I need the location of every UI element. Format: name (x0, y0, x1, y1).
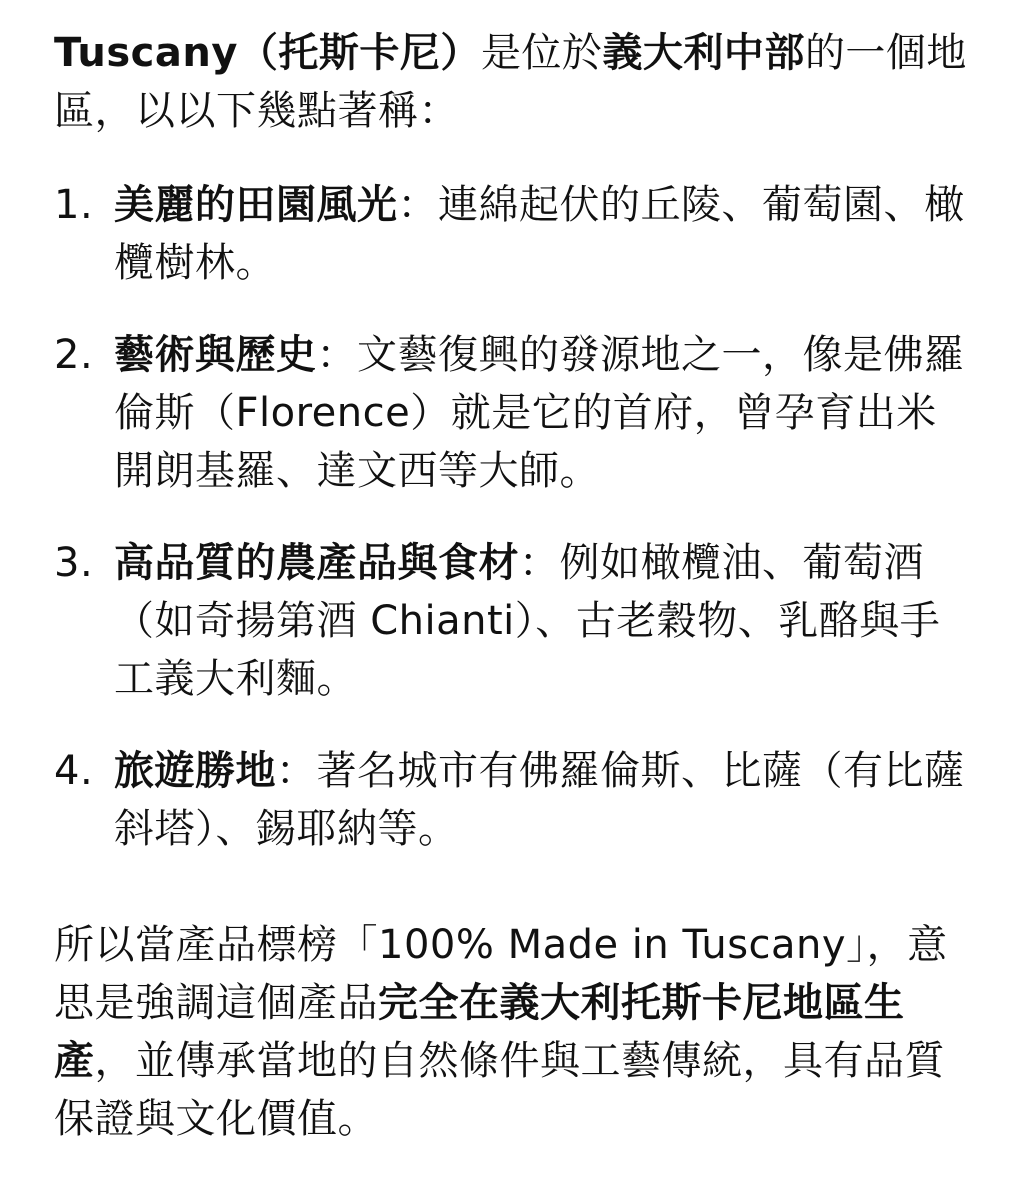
list-item-heading: 旅遊勝地 (114, 748, 276, 794)
intro-text-2: 的一個地區，以以下幾點著稱： (54, 30, 967, 134)
list-item (54, 742, 974, 858)
intro-paragraph (54, 24, 974, 140)
list-item-number: 3. (54, 540, 94, 586)
intro-text-1: 是位於 (480, 30, 603, 76)
list-item-number: 4. (54, 748, 94, 794)
list-item-heading: 藝術與歷史 (114, 332, 317, 378)
feature-list (54, 176, 974, 858)
list-item (54, 534, 974, 708)
list-item-body: ：連綿起伏的丘陵、葡萄園、橄欖樹林。 (114, 182, 965, 286)
list-item (54, 176, 974, 292)
list-item (54, 326, 974, 500)
intro-region: 義大利中部 (602, 30, 805, 76)
list-item-heading: 高品質的農產品與食材 (114, 540, 519, 586)
intro-title: Tuscany（托斯卡尼） (54, 30, 481, 76)
document-body (54, 24, 974, 1148)
list-item-heading: 美麗的田園風光 (114, 182, 398, 228)
list-item-number: 1. (54, 182, 94, 228)
conclusion-text-2: ，並傳承當地的自然條件與工藝傳統，具有品質保證與文化價值。 (54, 1038, 945, 1142)
list-item-number: 2. (54, 332, 94, 378)
conclusion-emphasis: 完全在義大利托斯卡尼地區生產 (54, 980, 905, 1084)
conclusion-paragraph (54, 916, 974, 1148)
list-item-body: ：著名城市有佛羅倫斯、比薩（有比薩斜塔）、錫耶納等。 (114, 748, 965, 852)
list-item-body: ：文藝復興的發源地之一，像是佛羅倫斯（Florence）就是它的首府，曾孕育出米開朗基羅、達文西等大師。 (114, 332, 965, 494)
list-item-body: ：例如橄欖油、葡萄酒（如奇揚第酒 Chianti）、古老穀物、乳酪與手工義大利麵。 (114, 540, 941, 702)
conclusion-text-1: 所以當產品標榜「100% Made in Tuscany」，意思是強調這個產品 (54, 922, 948, 1026)
